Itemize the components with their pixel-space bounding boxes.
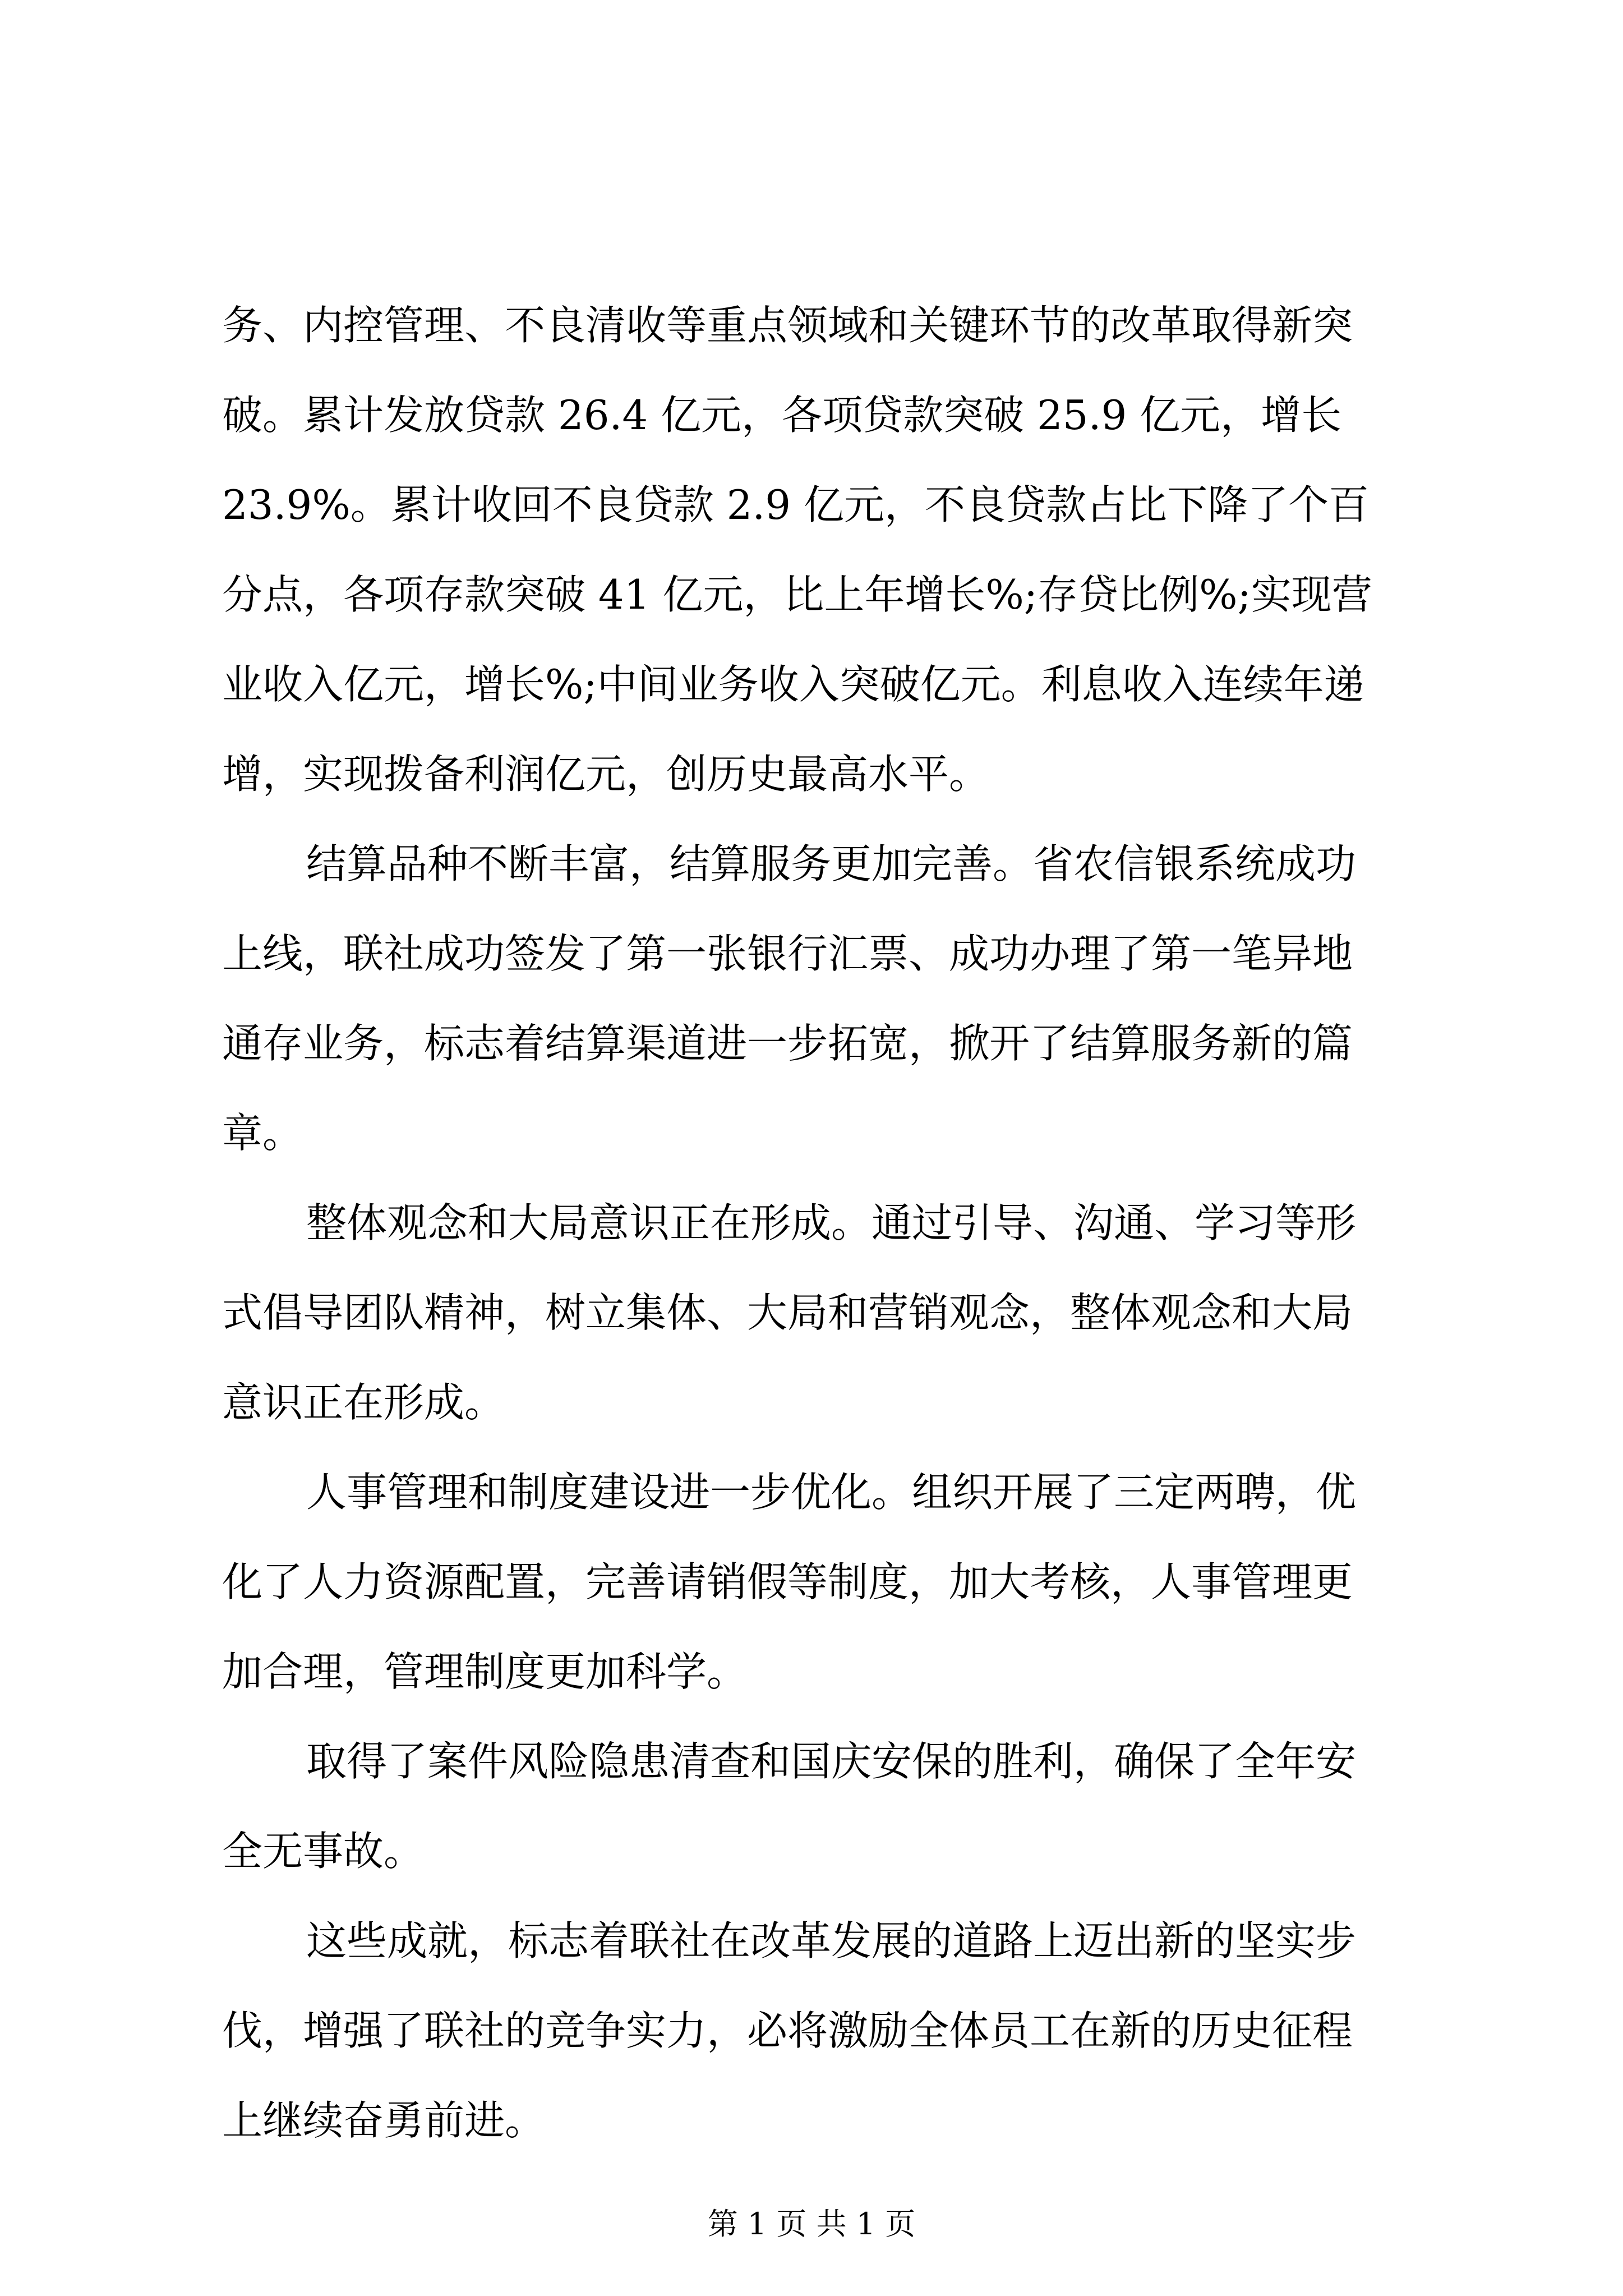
text-line: 章。 — [222, 1110, 303, 1157]
text-line: 破。累计发放贷款 26.4 亿元，各项贷款突破 25.9 亿元，增长 — [222, 392, 1342, 439]
page-footer: 第 1 页 共 1 页 — [707, 2206, 916, 2242]
text-line: 23.9%。累计收回不良贷款 2.9 亿元，不良贷款占比下降了个百 — [222, 481, 1370, 528]
text-line: 结算品种不断丰富，结算服务更加完善。省农信银系统成功 — [306, 840, 1357, 887]
text-line: 式倡导团队精神，树立集体、大局和营销观念，整体观念和大局 — [222, 1289, 1353, 1336]
text-line: 人事管理和制度建设进一步优化。组织开展了三定两聘，优 — [306, 1469, 1357, 1516]
text-line: 上线，联社成功签发了第一张银行汇票、成功办理了第一笔异地 — [222, 930, 1353, 977]
text-line: 取得了案件风险隐患清查和国庆安保的胜利，确保了全年安 — [306, 1738, 1357, 1785]
text-line: 分点，各项存款突破 41 亿元，比上年增长%;存贷比例%;实现营 — [222, 571, 1372, 618]
text-line: 整体观念和大局意识正在形成。通过引导、沟通、学习等形 — [306, 1199, 1357, 1246]
text-line: 通存业务，标志着结算渠道进一步拓宽，掀开了结算服务新的篇 — [222, 1020, 1353, 1067]
text-line: 这些成就，标志着联社在改革发展的道路上迈出新的坚实步 — [306, 1917, 1357, 1964]
text-line: 上继续奋勇前进。 — [222, 2097, 546, 2144]
text-line: 加合理，管理制度更加科学。 — [222, 1648, 748, 1695]
text-line: 化了人力资源配置，完善请销假等制度，加大考核，人事管理更 — [222, 1558, 1353, 1605]
text-line: 业收入亿元，增长%;中间业务收入突破亿元。利息收入连续年递 — [222, 661, 1364, 708]
text-line: 意识正在形成。 — [222, 1379, 505, 1426]
text-line: 伐，增强了联社的竞争实力，必将激励全体员工在新的历史征程 — [222, 2007, 1353, 2054]
text-line: 务、内控管理、不良清收等重点领域和关键环节的改革取得新突 — [222, 302, 1353, 349]
text-line: 增，实现拨备利润亿元，创历史最高水平。 — [222, 751, 990, 798]
text-line: 全无事故。 — [222, 1828, 425, 1875]
